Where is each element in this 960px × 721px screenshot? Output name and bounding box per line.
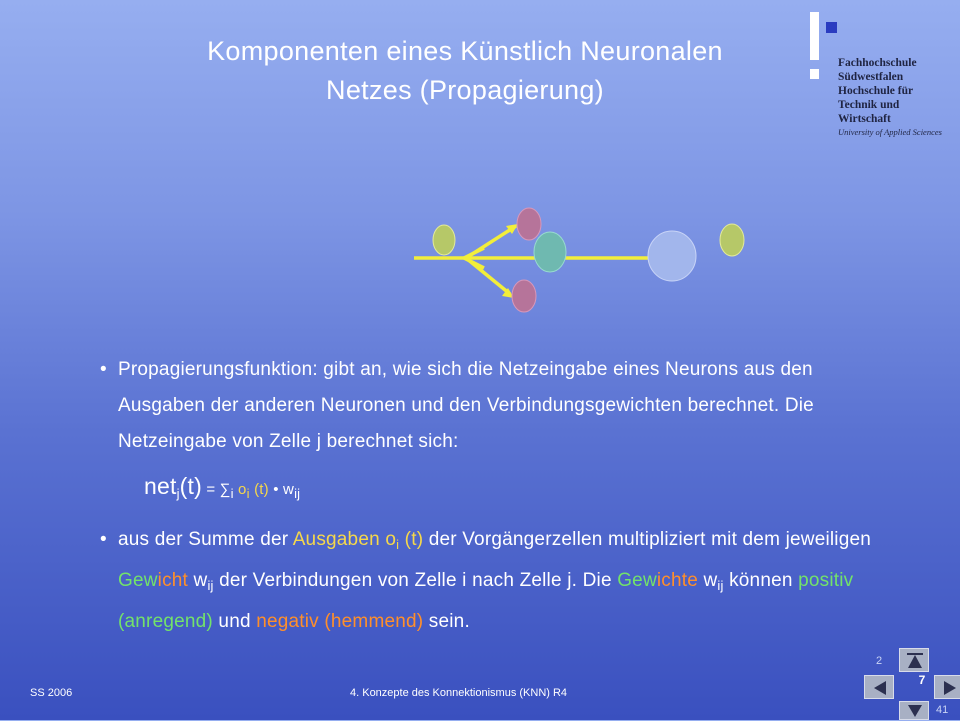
triangle-up-icon [900, 649, 930, 673]
nav-next-button[interactable] [934, 675, 960, 699]
neuron-input-left [433, 225, 455, 255]
slide-body [100, 352, 900, 640]
neuron-middle [534, 232, 566, 272]
triangle-down-icon [900, 702, 930, 721]
neuron-upper [517, 208, 541, 240]
logo-tagline: University of Applied Sciences [838, 127, 942, 137]
logo-line-3: Hochschule für [838, 85, 914, 97]
text-positiv: positiv (anregend) [118, 570, 854, 632]
nav-prev-button[interactable] [864, 675, 894, 699]
total-slides-number: 41 [936, 704, 949, 716]
current-slide-number: 7 [918, 673, 926, 687]
text-ausgaben: Ausgaben o [292, 529, 397, 550]
bullet-dot-icon: • [100, 529, 107, 550]
net-input-formula: $net_j(t) = \sum_i$ $o_i$ (t) • $w_{ij}$ [144, 473, 301, 501]
slide-title-line2: Netzes (Propagierung) [326, 75, 604, 105]
bullet1-text: Propagierungsfunktion: gibt an, wie sich die Netzeingabe eines Neurons aus den Ausgaben der anderen Neuronen und den Verbindungsgewichten berechnet. Die Netzeingabe von Zelle j berechnet sich: [118, 359, 814, 452]
text-negativ: negativ (hemmend) [256, 611, 424, 632]
footer-semester: SS 2006 [30, 687, 73, 699]
bullet-dot-icon: • [100, 359, 107, 380]
triangle-right-icon [935, 676, 960, 700]
neuron-lower [512, 280, 536, 312]
nav-up-button[interactable] [899, 648, 929, 672]
bullet-propagation-function [100, 352, 900, 460]
slide-title-line1: Komponenten eines Künstlich Neuronalen [207, 36, 723, 66]
nav-prev-page-number: 2 [876, 655, 883, 667]
triangle-left-icon [865, 676, 895, 700]
footer-chapter: 4. Konzepte des Konnektionismus (KNN) R4 [350, 687, 568, 699]
bullet-explanation: • aus der Summe der Ausgaben $o_i$ (t) der Vorgängerzellen multipliziert mit dem jeweiligen Gewicht $w_{ij}$ der Verbindungen von Zelle i nach Zelle j. Die Gewichte $w_{ij}$ können positiv (anregend) und negativ (hemmend) sein. [100, 522, 900, 640]
fh-swf-logo [808, 12, 953, 137]
neuron-propagation-diagram [400, 200, 760, 320]
logo-line-2: Südwestfalen [838, 71, 904, 83]
logo-line-4: Technik und Wirtschaft [838, 99, 900, 125]
exclamation-logo-icon [808, 12, 840, 84]
nav-down-button[interactable] [899, 701, 929, 720]
slide-title [150, 32, 780, 110]
logo-line-1: Fachhochschule [838, 57, 917, 69]
neuron-target [648, 231, 696, 281]
neuron-output-right [720, 224, 744, 256]
